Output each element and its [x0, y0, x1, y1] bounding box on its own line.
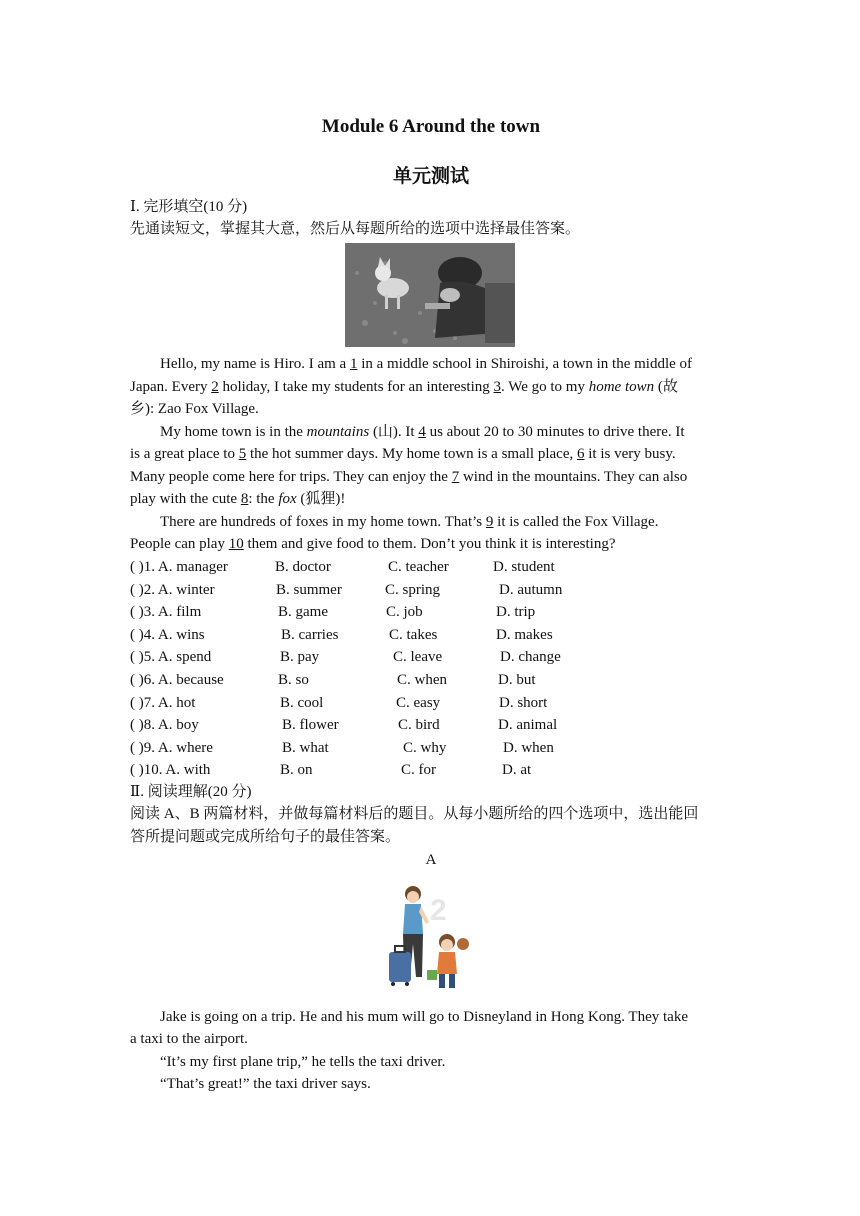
option-d: D. at — [502, 762, 532, 779]
question-row — [130, 759, 732, 781]
passage2-line2: is a great place to 5 the hot summer days. My home town is a small place, 6 it is very busy. — [130, 446, 676, 462]
blank-1: 1 — [349, 356, 358, 372]
passage1-line3: 乡): Zao Fox Village. — [130, 401, 259, 417]
passage1-line1: Hello, my name is Hiro. I am a 1 in a middle school in Shiroishi, a town in the middle of — [160, 356, 693, 372]
question-row — [130, 579, 732, 601]
passage2-line1: My home town is in the mountains (山). It 4 us about 20 to 30 minutes to drive there. It — [160, 424, 685, 440]
blank-7: 7 — [451, 469, 460, 485]
question-row — [130, 714, 732, 736]
question-number-option-a: ( )4. A. wins — [130, 626, 205, 643]
question-row — [130, 556, 732, 578]
question-row — [130, 646, 732, 668]
question-row — [130, 624, 732, 646]
option-b: B. game — [278, 604, 328, 621]
travel-cartoon-illustration — [385, 882, 475, 997]
option-b: B. pay — [280, 649, 320, 666]
option-d: D. but — [498, 672, 536, 688]
passage-label: A — [425, 852, 437, 868]
blank-9: 9 — [485, 514, 494, 530]
option-d: D. student — [493, 559, 555, 575]
passage2-line3: Many people come here for trips. They can enjoy the 7 wind in the mountains. They can also — [130, 469, 688, 485]
passage3-line2: People can play 10 them and give food to them. Don’t you think it is interesting? — [130, 536, 616, 552]
option-c: C. teacher — [388, 559, 449, 575]
blank-6: 6 — [576, 446, 585, 462]
question-number-option-a: ( )9. A. where — [130, 739, 213, 756]
passage2-line4: play with the cute 8: the fox (狐狸)! — [130, 491, 346, 507]
question-row — [130, 669, 732, 691]
option-b: B. so — [278, 672, 309, 688]
option-c: C. bird — [398, 717, 440, 734]
fox-village-photo — [345, 243, 515, 347]
question-number-option-a: ( )10. A. with — [130, 762, 211, 779]
option-d: D. trip — [496, 604, 536, 621]
question-number-option-a: ( )1. A. manager — [130, 559, 228, 575]
option-c: C. why — [403, 739, 447, 756]
option-d: D. makes — [496, 626, 553, 643]
question-number-option-a: ( )7. A. hot — [130, 694, 196, 711]
question-number-option-a: ( )2. A. winter — [130, 581, 215, 598]
option-b: B. flower — [282, 717, 339, 734]
question-number-option-a: ( )6. A. because — [130, 672, 224, 688]
svg-text:2: 2 — [430, 894, 447, 927]
option-c: C. job — [386, 604, 423, 621]
passage3-line1: There are hundreds of foxes in my home town. That’s 9 it is called the Fox Village. — [160, 514, 659, 530]
section2-heading: Ⅱ. 阅读理解(20 分) — [130, 784, 252, 800]
option-d: D. animal — [498, 717, 558, 734]
blank-2: 2 — [211, 379, 219, 395]
option-c: C. when — [397, 672, 447, 688]
passage1-line2: Japan. Every 2 holiday, I take my students for an interesting 3. We go to my home town (故 — [130, 379, 678, 395]
page-title: Module 6 Around the town — [321, 116, 541, 137]
option-c: C. spring — [385, 581, 441, 598]
option-c: C. leave — [393, 649, 443, 666]
question-number-option-a: ( )3. A. film — [130, 604, 202, 621]
option-b: B. what — [282, 739, 329, 756]
option-b: B. carries — [281, 626, 339, 643]
option-b: B. on — [280, 762, 313, 779]
option-c: C. easy — [396, 694, 441, 711]
section2-instruction-line1: 阅读 A、B 两篇材料，并做每篇材料后的题目。从每小题所给的四个选项中，选出能回 — [130, 806, 699, 822]
option-b: B. summer — [276, 581, 342, 598]
option-d: D. when — [503, 739, 554, 756]
question-row — [130, 601, 732, 623]
section2-instruction-line2: 答所提问题或完成所给句子的最佳答案。 — [130, 829, 401, 845]
passageA-line1: Jake is going on a trip. He and his mum will go to Disneyland in Hong Kong. They take — [160, 1009, 688, 1025]
page-subtitle: 单元测试 — [392, 166, 469, 187]
question-number-option-a: ( )5. A. spend — [130, 649, 212, 666]
question-number-option-a: ( )8. A. boy — [130, 717, 199, 734]
blank-4: 4 — [418, 424, 426, 440]
passageA-line4: “That’s great!” the taxi driver says. — [160, 1076, 371, 1092]
blank-10: 10 — [228, 536, 244, 552]
blank-5: 5 — [238, 446, 247, 462]
option-b: B. cool — [280, 694, 324, 711]
option-c: C. takes — [389, 626, 438, 643]
question-row — [130, 692, 732, 714]
option-b: B. doctor — [275, 559, 331, 575]
section1-heading: Ⅰ. 完形填空(10 分) — [130, 199, 248, 215]
section1-instruction: 先通读短文，掌握其大意，然后从每题所给的选项中选择最佳答案。 — [130, 221, 581, 237]
option-d: D. short — [499, 694, 548, 711]
blank-8: 8 — [240, 491, 249, 507]
option-c: C. for — [401, 762, 436, 779]
blank-3: 3 — [493, 379, 502, 395]
passageA-line2: a taxi to the airport. — [130, 1031, 248, 1047]
option-d: D. change — [500, 649, 561, 666]
question-row — [130, 737, 732, 759]
option-d: D. autumn — [499, 581, 563, 598]
passageA-line3: “It’s my first plane trip,” he tells the taxi driver. — [160, 1054, 446, 1070]
